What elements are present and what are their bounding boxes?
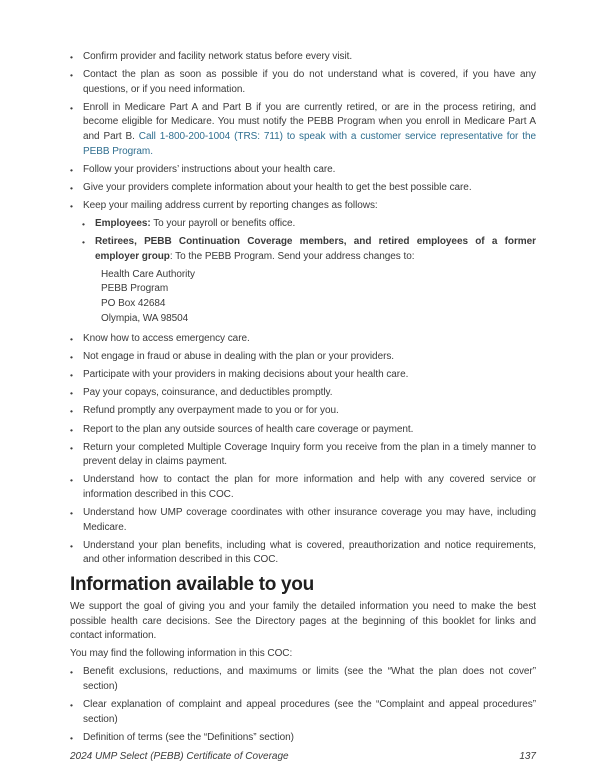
bullet-item <box>70 368 536 383</box>
bullet-text <box>83 441 536 470</box>
bullet-icon: • <box>70 102 73 113</box>
text-segment: Return your completed Multiple Coverage Inquiry form you receive from the plan in a timely manner to prevent delay in claims payment. <box>83 441 536 468</box>
text-segment: Understand your plan benefits, including what is covered, preauthorization and notice requirements, and other information described in this COC. <box>83 539 536 566</box>
bullet-icon: • <box>70 388 73 399</box>
bullet-icon: • <box>70 352 73 363</box>
bullet-text <box>83 473 536 502</box>
bullet-icon: • <box>82 237 85 248</box>
section-heading: Information available to you <box>70 573 314 595</box>
bullet-icon: • <box>70 667 73 678</box>
bullet-text <box>83 539 536 568</box>
paragraph <box>70 647 536 662</box>
text-segment: Understand how to contact the plan for more information and help with any covered service or information described in this COC. <box>83 474 536 500</box>
bullet-item <box>70 473 536 502</box>
bullet-icon: • <box>70 164 73 175</box>
text-segment: Give your providers complete information about your health to get the best possible care. <box>83 181 472 193</box>
content-blocks <box>70 50 536 749</box>
bullet-icon: • <box>82 218 85 229</box>
bullet-icon: • <box>70 200 73 211</box>
bullet-item <box>70 199 536 214</box>
bullet-text <box>83 368 536 383</box>
bullet-text <box>83 731 536 746</box>
bullet-item <box>70 332 536 347</box>
bullet-item <box>70 441 536 470</box>
bullet-text <box>83 404 536 419</box>
bullet-icon: • <box>70 508 73 519</box>
bullet-icon: • <box>70 424 73 435</box>
bullet-item <box>82 235 536 264</box>
text-segment: : To the PEBB Program. Send your address changes to: <box>169 250 415 262</box>
bullet-item <box>70 731 536 746</box>
address-line: Olympia, WA 98504 <box>101 312 189 324</box>
bullet-text <box>83 332 536 347</box>
bullet-item <box>70 665 536 694</box>
text-segment: Retirees, PEBB Continuation Coverage members, and retired employees of a former employer group <box>95 236 536 262</box>
bullet-icon: • <box>70 540 73 551</box>
bullet-item <box>70 50 536 65</box>
bullet-icon: • <box>70 406 73 417</box>
text-segment: Contact the plan as soon as possible if you do not understand what is covered, if you have any questions, or if you need information. <box>83 69 536 95</box>
bullet-text <box>83 50 536 65</box>
footer-page-number: 137 <box>519 751 536 762</box>
bullet-text <box>83 506 536 535</box>
text-segment: To your payroll or benefits office. <box>150 217 296 229</box>
bullet-item <box>70 539 536 568</box>
bullet-text <box>95 235 536 264</box>
bullet-icon: • <box>70 52 73 62</box>
text-segment: Definition of terms (see the “Definitions” section) <box>83 731 294 743</box>
bullet-icon: • <box>70 70 73 81</box>
bullet-item <box>70 423 536 438</box>
bullet-icon: • <box>70 334 73 345</box>
text-segment: Enroll in Medicare Part A and Part B if you are currently retired, or are in the process retiring, and become eligible for Medicare. You must notify the PEBB Program when you enroll in Medicare Part A and Part B. <box>83 101 536 142</box>
text-segment: Know how to access emergency care. <box>83 333 250 345</box>
bullet-item <box>70 163 536 178</box>
bullet-item <box>70 181 536 196</box>
text-segment: Employees: <box>95 217 151 229</box>
bullet-item <box>70 68 536 97</box>
bullet-icon: • <box>70 732 73 743</box>
bullet-icon: • <box>70 370 73 381</box>
bullet-text <box>83 68 536 97</box>
bullet-item <box>70 350 536 365</box>
bullet-text <box>83 163 536 178</box>
bullet-text <box>83 665 536 694</box>
bullet-item <box>70 698 536 727</box>
address-line: PEBB Program <box>101 283 169 295</box>
text-segment: Pay your copays, coinsurance, and deductibles promptly. <box>83 387 333 399</box>
text-segment: Report to the plan any outside sources of health care coverage or payment. <box>83 423 414 435</box>
text-segment: Refund promptly any overpayment made to you or for you. <box>83 405 339 417</box>
bullet-text <box>83 350 536 365</box>
address-block <box>101 268 536 326</box>
bullet-item <box>82 217 536 232</box>
text-segment: Not engage in fraud or abuse in dealing with the plan or your providers. <box>83 351 395 363</box>
text-segment: Benefit exclusions, reductions, and maximums or limits (see the “What the plan does not cover” section) <box>83 666 536 692</box>
address-line: Health Care Authority <box>101 268 195 280</box>
bullet-text <box>83 698 536 727</box>
bullet-text <box>83 101 536 159</box>
bullet-item <box>70 506 536 535</box>
text-segment: You may find the following information in this COC: <box>70 648 293 660</box>
bullet-item <box>70 404 536 419</box>
phone-contact-text: Call 1-800-200-1004 (TRS: 711) to speak with a customer service representative for the PEBB Program. <box>83 130 536 157</box>
paragraph <box>70 600 536 644</box>
bullet-icon: • <box>70 182 73 193</box>
bullet-text <box>83 386 536 401</box>
bullet-text <box>83 423 536 438</box>
text-segment: Keep your mailing address current by reporting changes as follows: <box>83 199 378 211</box>
bullet-text <box>83 199 536 214</box>
bullet-text <box>83 181 536 196</box>
text-segment: Understand how UMP coverage coordinates with other insurance coverage you may have, including Medicare. <box>83 507 536 533</box>
bullet-item <box>70 101 536 159</box>
bullet-icon: • <box>70 442 73 453</box>
bullet-icon: • <box>70 475 73 486</box>
bullet-icon: • <box>70 699 73 710</box>
text-segment: Confirm provider and facility network status before every visit. <box>83 51 353 62</box>
text-segment: Clear explanation of complaint and appeal procedures (see the “Complaint and appeal procedures” section) <box>83 698 536 725</box>
text-segment: Follow your providers’ instructions about your health care. <box>83 163 336 175</box>
footer-document-title: 2024 UMP Select (PEBB) Certificate of Coverage <box>70 751 289 762</box>
text-segment: Participate with your providers in making decisions about your health care. <box>83 369 409 381</box>
page-footer <box>70 751 536 762</box>
bullet-item <box>70 386 536 401</box>
address-line: PO Box 42684 <box>101 297 166 309</box>
bullet-text <box>95 217 536 232</box>
text-segment: We support the goal of giving you and your family the detailed information you need to make the best possible health care decisions. See the Directory pages at the beginning of this booklet for links and contact information. <box>70 600 536 642</box>
